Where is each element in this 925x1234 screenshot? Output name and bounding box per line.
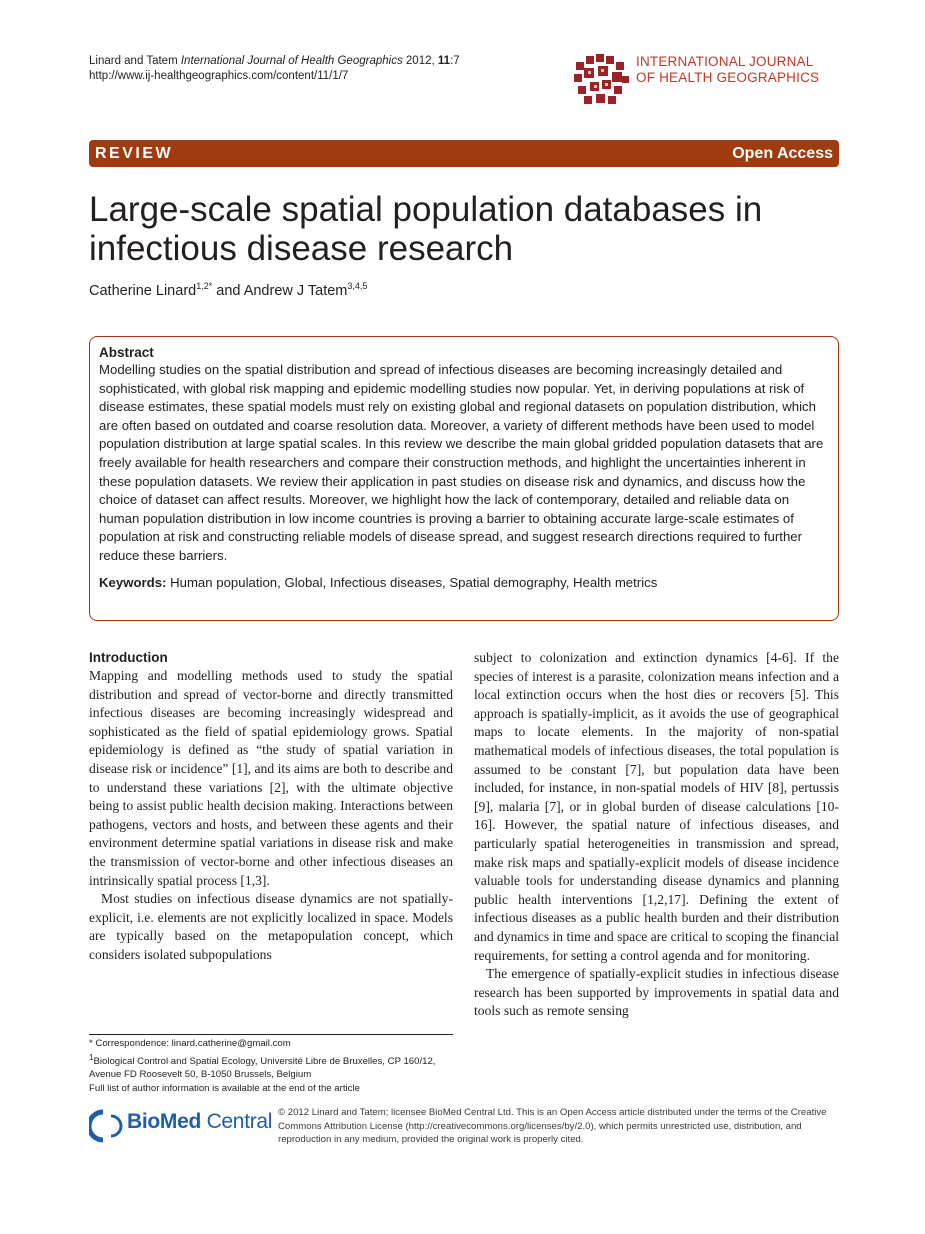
author-name: Andrew J Tatem xyxy=(243,283,348,299)
article-title: Large-scale spatial population databases in infectious disease research xyxy=(89,190,763,268)
citation-journal: International Journal of Health Geographics xyxy=(180,55,403,67)
author-join: and xyxy=(212,283,244,299)
open-access-label: Open Access xyxy=(732,144,833,162)
article-type-banner xyxy=(89,140,839,167)
article-type-label: REVIEW xyxy=(95,144,174,162)
author-name: Catherine Linard xyxy=(89,283,197,299)
journal-name: INTERNATIONAL JOURNAL OF HEALTH GEOGRAPHICS xyxy=(636,54,820,85)
citation-authors: Linard and Tatem xyxy=(89,55,178,67)
publisher-name: BioMed Central xyxy=(127,1110,273,1133)
footnote-divider xyxy=(89,1034,453,1035)
abstract-heading: Abstract xyxy=(99,345,154,360)
footnotes xyxy=(89,1037,455,1095)
section-heading-introduction: Introduction xyxy=(89,650,168,665)
body-column-left xyxy=(89,649,453,965)
article-url[interactable]: http://www.ij-healthgeographics.com/content/11/1/7 xyxy=(89,70,349,82)
keywords-list: Human population, Global, Infectious diseases, Spatial demography, Health metrics xyxy=(166,574,658,590)
abstract-text: Modelling studies on the spatial distribution and spread of infectious diseases are becoming increasingly detailed and sophisticated, with global risk mapping and epidemic modelling studies now popular. Yet, in deriving populations at risk of disease estimates, these spatial models must rely on existing global and regional datasets on population distribution, which are often based on outdated and coarse resolution data. Moreover, a variety of different methods have been used to model population distribution at large spatial scales. In this review we describe the main global gridded population datasets that are freely available for health researchers and compare their construction methods, and highlight the uncertainties inherent in these population datasets. We review their application in past studies on disease risk and dynamics, and discuss how the choice of dataset can affect results. Moreover, we highlight how the lack of contemporary, detailed and reliable data on human population distribution in low income countries is proving a barrier to obtaining accurate large-scale estimates of population at risk and constructing reliable models of disease spread, and suggest research directions required to further reduce these barriers. xyxy=(99,362,824,563)
affiliation-note: $^1$Biological Control and Spatial Ecology, Université Libre de Bruxelles, CP 160/12, Avenue FD Roosevelt 50, B-1050 Brussels, Belgium xyxy=(89,1052,436,1081)
citation-line xyxy=(89,54,460,69)
body-column-right xyxy=(474,649,839,1021)
keywords-label: Keywords: xyxy=(99,574,167,590)
body-paragraph: The emergence of spatially-explicit studies in infectious disease research has been supported by improvements in spatial data and tools such as remote sensing xyxy=(474,966,839,1019)
citation-year: 2012, xyxy=(405,55,435,67)
body-paragraph: subject to colonization and extinction dynamics [4-6]. If the species of interest is a parasite, colonization means infection and a local extinction occurs when the host dies or recovers [5]. This approach is spatially-implicit, as it avoids the use of geographical maps to locate elements. In the majority of non-spatial mathematical models of infectious diseases, the total population is assumed to be constant [7], but population data have been included, for instance, in non-spatial models of HIV [8], pertussis [9], malaria [7], or in global burden of disease calculations [10-16]. However, the spatial nature of infectious diseases, and particularly spatial heterogeneities in transmission and spread, make risk maps and spatially-explicit models of disease incidence valuable tools for understanding disease dynamics and planning public health interventions [1,2,17]. Defining the extent of infectious diseases as a public health burden and their distribution and dynamics in time and space are critical to scoping the financial requirements, for setting a control agenda and for monitoring. xyxy=(474,650,840,963)
citation-article: :7 xyxy=(450,55,460,67)
license-text: © 2012 Linard and Tatem; licensee BioMed Central Ltd. This is an Open Access article distributed under the terms of the Creative Commons Attribution License (http://creativecommons.org/licenses/by/2.0), which permits unrestricted use, distribution, and reproduction in any medium, provided the original work is properly cited. xyxy=(278,1107,827,1145)
citation-block xyxy=(89,54,460,84)
keywords xyxy=(99,574,829,592)
author-affiliation-mark: 1,2* xyxy=(196,281,213,292)
abstract-box xyxy=(89,336,839,621)
author-list xyxy=(89,283,367,299)
journal-logo-icon xyxy=(572,52,632,108)
author-affiliation-mark: 3,4,5 xyxy=(347,281,368,292)
body-paragraph: Mapping and modelling methods used to study the spatial distribution and spread of vector-borne and directly transmitted infectious diseases are becoming increasingly widespread and sophisticated as the field of spatial epidemiology grows. Spatial epidemiology is defined as “the study of spatial variation in disease risk or incidence” [1], and its aims are both to describe and to understand these variations [2], with the ultimate objective being to assist public health decision making. Interactions between pathogens, vectors and hosts, and between these agents and their environment determine spatial variations in disease risk and make the transmission of vector-borne and other infectious diseases an intrinsically spatial process [1,3]. xyxy=(89,668,453,888)
correspondence-note: * Correspondence: linard.catherine@gmail.com xyxy=(89,1038,291,1049)
author-info-note: Full list of author information is available at the end of the article xyxy=(89,1082,360,1094)
citation-volume: 11 xyxy=(437,55,451,67)
body-paragraph: Most studies on infectious disease dynamics are not spatially-explicit, i.e. elements are not explicitly localized in space. Models are typically based on the metapopulation concept, which considers isolated subpopulations xyxy=(89,891,453,962)
